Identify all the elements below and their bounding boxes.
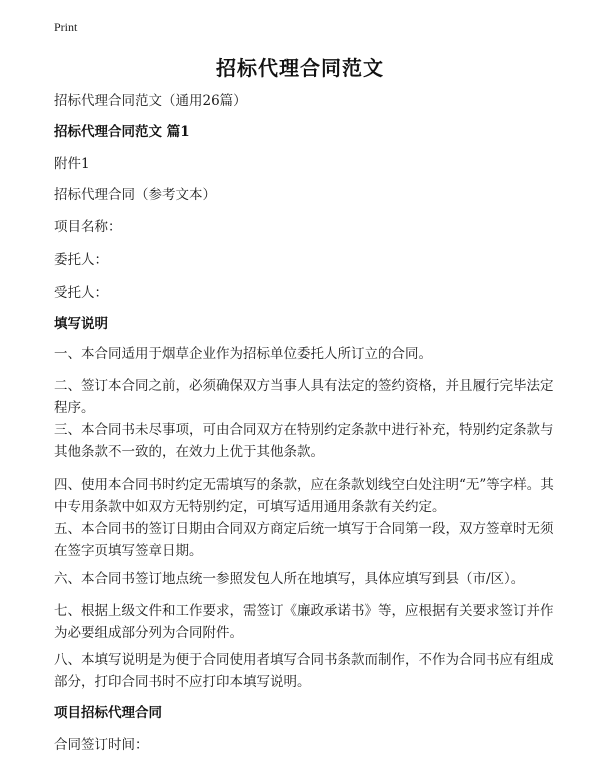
- section-heading: 招标代理合同范文 篇1: [54, 124, 190, 140]
- instruction-item: 五、本合同书的签订日期由合同双方商定后统一填写于合同第一段，双方签章时无须在签字页填写签章日期。: [54, 521, 554, 559]
- instruction-item: 六、本合同书签订地点统一参照发包人所在地填写，具体应填写到县（市/区）。: [54, 571, 525, 587]
- project-contract-heading: 项目招标代理合同: [54, 705, 162, 721]
- document-title: 招标代理合同范文: [216, 56, 384, 80]
- agent-label: 受托人：: [54, 285, 108, 301]
- project-name-label: 项目名称：: [54, 219, 122, 235]
- instruction-item: 三、本合同书未尽事项，可由合同双方在特别约定条款中进行补充，特别约定条款与其他条款不一致的，在效力上优于其他条款。: [54, 422, 554, 460]
- signing-time-label: 合同签订时间：: [54, 737, 149, 753]
- instruction-item: 四、使用本合同书时约定无需填写的条款，应在条款划线空白处注明“无”等字样。其中专用条款中如双方无特别约定，可填写适用通用条款有关约定。: [54, 477, 554, 515]
- principal-label: 委托人：: [54, 252, 108, 268]
- print-label[interactable]: Print: [54, 20, 78, 34]
- document-subtitle: 招标代理合同范文（通用26篇）: [54, 93, 247, 109]
- attachment-label: 附件1: [54, 156, 90, 172]
- instruction-item: 七、根据上级文件和工作要求，需签订《廉政承诺书》等，应根据有关要求签订并作为必要组成部分列为合同附件。: [54, 603, 554, 641]
- instruction-item: 一、本合同适用于烟草企业作为招标单位委托人所订立的合同。: [54, 346, 432, 362]
- instruction-item: 八、本填写说明是为便于合同使用者填写合同书条款而制作，不作为合同书应有组成部分，打印合同书时不应打印本填写说明。: [54, 652, 554, 690]
- contract-name: 招标代理合同（参考文本）: [54, 187, 216, 203]
- instruction-item: 二、签订本合同之前，必须确保双方当事人具有法定的签约资格，并且履行完毕法定程序。: [54, 378, 554, 416]
- instructions-heading: 填写说明: [54, 316, 108, 332]
